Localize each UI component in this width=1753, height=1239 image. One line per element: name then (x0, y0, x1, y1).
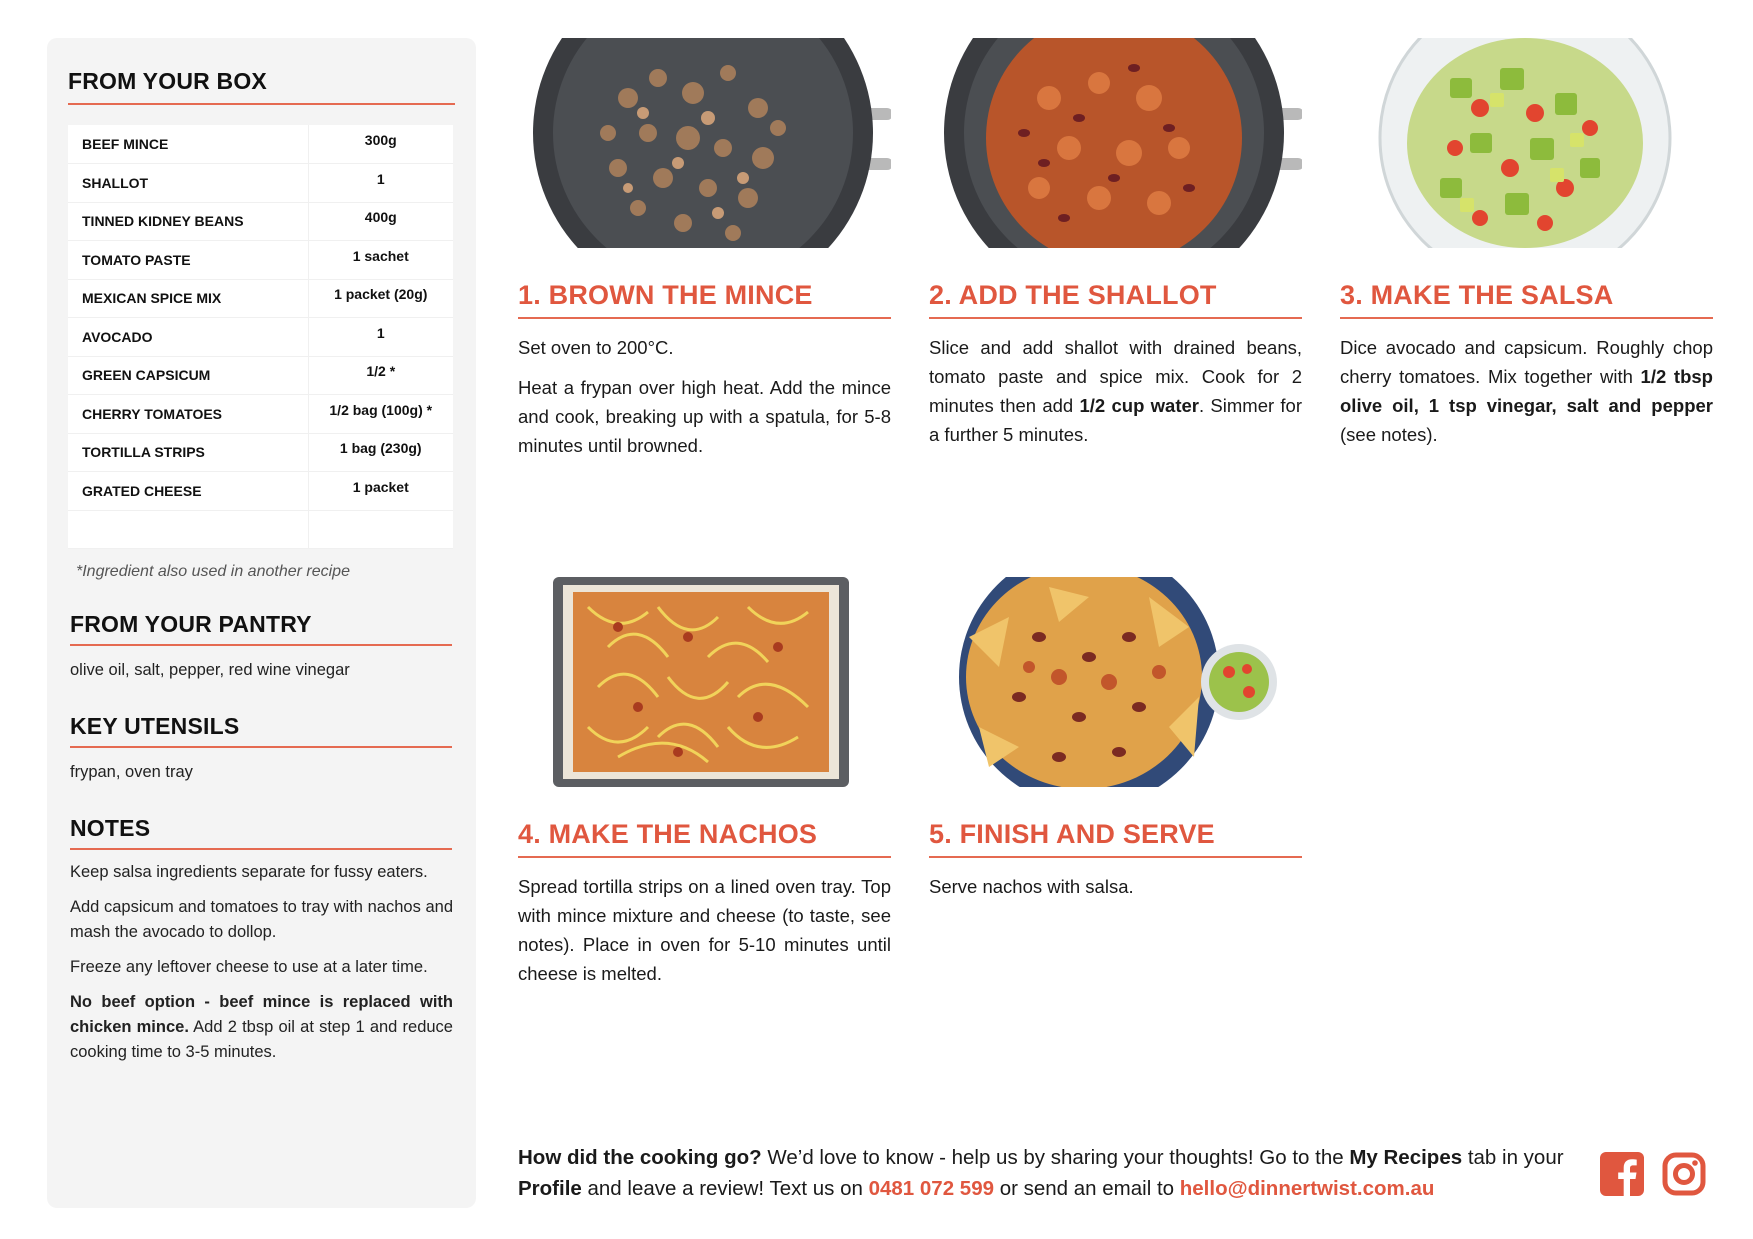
ingredient-qty: 1 packet (20g) (308, 279, 453, 318)
notes-heading: NOTES (70, 815, 452, 850)
ingredient-qty: 1 bag (230g) (308, 433, 453, 472)
table-row (68, 202, 453, 241)
step-2 (929, 38, 1302, 449)
table-row (68, 433, 453, 472)
step-1-photo (518, 38, 891, 248)
step-2-photo (929, 38, 1302, 248)
note-item: Add capsicum and tomatoes to tray with nachos and mash the avocado to dollop. (70, 897, 453, 941)
step-4-text: Spread tortilla strips on a lined oven tray. Top with mince mixture and cheese (to taste, see notes). Place in oven for 5-10 minutes until cheese is melted. (518, 876, 891, 984)
my-recipes-label: My Recipes (1349, 1146, 1463, 1169)
ingredient-qty: 1 packet (308, 472, 453, 511)
email-link[interactable]: hello@dinnertwist.com.au (1179, 1177, 1435, 1200)
step-2-text: Slice and add shallot with drained beans, tomato paste and spice mix. Cook for 2 minutes then add 1/2 cup water. Simmer for a further 5 minutes. (929, 337, 1303, 445)
phone-link[interactable]: 0481 072 599 (868, 1177, 994, 1200)
notes-section (68, 815, 455, 1065)
table-row (68, 472, 453, 511)
step-1-title: 1. BROWN THE MINCE (518, 280, 891, 319)
from-your-pantry-heading: FROM YOUR PANTRY (70, 611, 452, 646)
step-5-title: 5. FINISH AND SERVE (929, 819, 1302, 858)
key-utensils-heading: KEY UTENSILS (70, 713, 452, 748)
pantry-text: olive oil, salt, pepper, red wine vinegar (70, 660, 350, 679)
ingredient-name: MEXICAN SPICE MIX (68, 279, 308, 318)
from-your-box-heading: FROM YOUR BOX (68, 68, 455, 105)
feedback-question: How did the cooking go? (518, 1146, 762, 1169)
note-item: Keep salsa ingredients separate for fussy eaters. (70, 862, 428, 881)
ingredients-table (68, 125, 453, 549)
ingredient-name: TORTILLA STRIPS (68, 433, 308, 472)
ingredient-qty: 1 (308, 164, 453, 203)
step-2-body (929, 333, 1302, 449)
step-5-body (929, 872, 1302, 901)
ingredient-qty: 1/2 bag (100g) * (308, 395, 453, 434)
step-4-title: 4. MAKE THE NACHOS (518, 819, 891, 858)
ingredient-name: TINNED KIDNEY BEANS (68, 202, 308, 241)
ingredients-sidebar (47, 38, 476, 1208)
step-1-body (518, 333, 891, 460)
ingredient-name: GREEN CAPSICUM (68, 356, 308, 395)
step-3-body (1340, 333, 1713, 449)
ingredient-footnote: *Ingredient also used in another recipe (76, 562, 350, 580)
table-row (68, 279, 453, 318)
ingredient-qty: 1/2 * (308, 356, 453, 395)
note-bold: No beef option - beef mince is replaced with chicken mince. (70, 992, 453, 1036)
table-row (68, 318, 453, 357)
table-row (68, 125, 453, 164)
feedback-footer: How did the cooking go? We’d love to know - help us by sharing your thoughts! Go to the My Recipes tab in your Profile and leave a review! Text us on 0481 072 599 or send an email to hello@dinnertwist.com.au (518, 1146, 1564, 1200)
step-3 (1340, 38, 1713, 449)
table-row-empty (68, 510, 453, 548)
step-5-photo (929, 577, 1302, 787)
ingredient-name: SHALLOT (68, 164, 308, 203)
note-item: Freeze any leftover cheese to use at a later time. (70, 957, 428, 976)
ingredient-name: GRATED CHEESE (68, 472, 308, 511)
table-row (68, 356, 453, 395)
step-2-title: 2. ADD THE SHALLOT (929, 280, 1302, 319)
ingredient-qty: 1 sachet (308, 241, 453, 280)
table-row (68, 395, 453, 434)
pantry-section (68, 611, 455, 683)
ingredient-qty: 300g (308, 125, 453, 164)
step-3-text: Dice avocado and capsicum. Roughly chop cherry tomatoes. Mix together with 1/2 tbsp olive oil, 1 tsp vinegar, salt and pepper (see notes). (1340, 337, 1713, 445)
ingredient-name: CHERRY TOMATOES (68, 395, 308, 434)
note-rest: Add 2 tbsp oil at step 1 and reduce cooking time to 3-5 minutes. (70, 1017, 453, 1061)
step-3-photo (1340, 38, 1713, 248)
instagram-icon[interactable] (1662, 1152, 1706, 1196)
step-5 (929, 577, 1302, 901)
step-4-photo (518, 577, 891, 787)
ingredient-name: BEEF MINCE (68, 125, 308, 164)
step-3-title: 3. MAKE THE SALSA (1340, 280, 1713, 319)
facebook-icon[interactable] (1600, 1152, 1644, 1196)
profile-label: Profile (518, 1177, 582, 1200)
table-row (68, 164, 453, 203)
utensils-section (68, 713, 455, 785)
step-5-text: Serve nachos with salsa. (929, 876, 1134, 897)
step-4-body (518, 872, 891, 988)
social-links (1600, 1152, 1706, 1196)
step-1 (518, 38, 891, 460)
step-1-text: Heat a frypan over high heat. Add the mince and cook, breaking up with a spatula, for 5-8 minutes until browned. (518, 377, 891, 456)
step-4 (518, 577, 891, 988)
note-item-no-beef (70, 990, 453, 1065)
ingredient-name: TOMATO PASTE (68, 241, 308, 280)
ingredient-qty: 400g (308, 202, 453, 241)
step-1-text: Set oven to 200°C. (518, 337, 674, 358)
utensils-text: frypan, oven tray (70, 762, 193, 781)
table-row (68, 241, 453, 280)
ingredient-qty: 1 (308, 318, 453, 357)
ingredient-name: AVOCADO (68, 318, 308, 357)
